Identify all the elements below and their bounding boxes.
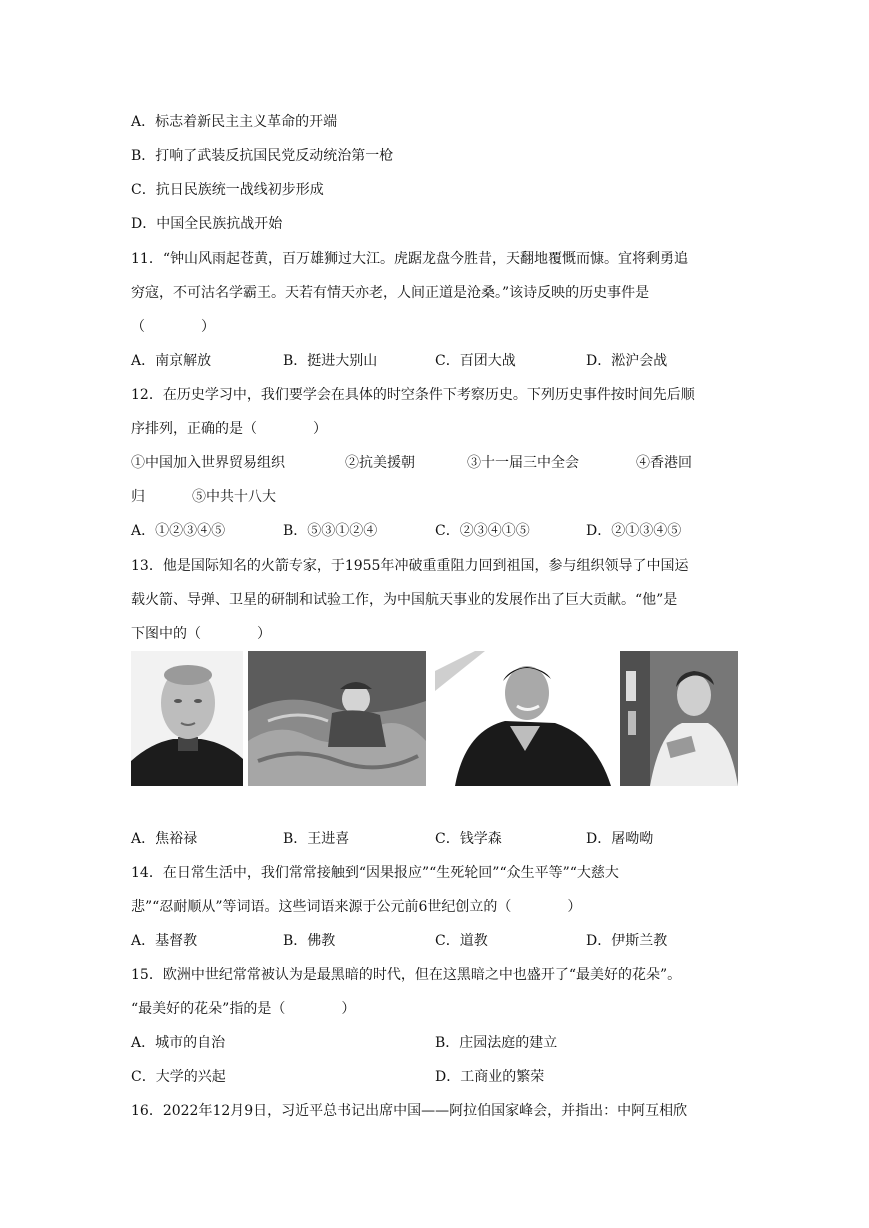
q11-option-b: B．挺进大别山 — [283, 353, 378, 369]
q14-option-b: B．佛教 — [283, 933, 336, 949]
photo-portrait-elder-man — [131, 651, 243, 786]
q12-event-5: ⑤中共十八大 — [192, 489, 276, 505]
q12-event-2: ②抗美援朝 — [345, 455, 415, 471]
q13-option-c: C．钱学森 — [435, 831, 502, 847]
q13-stem-line2: 载火箭、导弹、卫星的研制和试验工作，为中国航天事业的发展作出了巨大贡献。“他”是 — [131, 592, 678, 608]
q10-option-b: B．打响了武装反抗国民党反动统治第一枪 — [131, 148, 394, 164]
q12-event-1: ①中国加入世界贸易组织 — [131, 455, 285, 471]
q10-option-d: D．中国全民族抗战开始 — [131, 216, 283, 232]
q11-stem-line2: 穷寇，不可沽名学霸王。天若有情天亦老，人间正道是沧桑。”该诗反映的历史事件是 — [131, 285, 650, 301]
q14-stem-line2: 悲”“忍耐顺从”等词语。这些词语来源于公元前6世纪创立的（ ） — [131, 899, 582, 915]
q11-option-c: C．百团大战 — [435, 353, 516, 369]
q13-stem-line3: 下图中的（ ） — [131, 626, 271, 642]
q15-stem-line1: 15．欧洲中世纪常常被认为是最黑暗的时代，但在这黑暗之中也盛开了“最美好的花朵”。 — [131, 967, 682, 983]
q13-option-b: B．王进喜 — [283, 831, 350, 847]
q14-option-a: A．基督教 — [131, 933, 198, 949]
q11-option-a: A．南京解放 — [131, 353, 212, 369]
photo-woman-in-lab — [620, 651, 738, 786]
q14-stem-line1: 14．在日常生活中，我们常常接触到“因果报应”“生死轮回”“众生平等”“大慈大 — [131, 865, 619, 881]
q16-stem-line1: 16．2022年12月9日，习近平总书记出席中国——阿拉伯国家峰会，并指出：中阿互相欣 — [131, 1103, 688, 1119]
q14-option-c: C．道教 — [435, 933, 488, 949]
photo-smiling-man — [435, 651, 611, 786]
q12-option-a: A．①②③④⑤ — [131, 523, 226, 539]
q12-stem-line2: 序排列，正确的是（ ） — [131, 421, 327, 437]
photo-man-in-mud — [248, 651, 426, 786]
q13-option-d: D．屠呦呦 — [586, 831, 654, 847]
q10-option-a: A．标志着新民主主义革命的开端 — [131, 114, 338, 130]
q15-stem-line2: “最美好的花朵”指的是（ ） — [131, 1001, 356, 1017]
q11-option-d: D．淞沪会战 — [586, 353, 668, 369]
q11-stem-line1: 11．“钟山风雨起苍黄，百万雄狮过大江。虎踞龙盘今胜昔，天翻地覆慨而慷。宜将剩勇追 — [131, 251, 688, 267]
q12-option-b: B．⑤③①②④ — [283, 523, 378, 539]
q13-option-a: A．焦裕禄 — [131, 831, 198, 847]
q12-option-d: D．②①③④⑤ — [586, 523, 682, 539]
q11-answer-blank: （ ） — [131, 319, 215, 335]
q14-option-d: D．伊斯兰教 — [586, 933, 668, 949]
q12-event-3: ③十一届三中全会 — [467, 455, 579, 471]
q15-option-a: A．城市的自治 — [131, 1035, 226, 1051]
q15-option-b: B．庄园法庭的建立 — [435, 1035, 558, 1051]
q15-option-c: C．大学的兴起 — [131, 1069, 226, 1085]
q13-stem-line1: 13．他是国际知名的火箭专家，于1955年冲破重重阻力回到祖国，参与组织领导了中国运 — [131, 558, 689, 574]
q12-option-c: C．②③④①⑤ — [435, 523, 530, 539]
q12-event-4: ④香港回 — [636, 455, 692, 471]
q15-option-d: D．工商业的繁荣 — [435, 1069, 545, 1085]
q10-option-c: C．抗日民族统一战线初步形成 — [131, 182, 324, 198]
q12-event-4-cont: 归 — [131, 489, 145, 505]
q12-stem-line1: 12．在历史学习中，我们要学会在具体的时空条件下考察历史。下列历史事件按时间先后顺 — [131, 387, 695, 403]
